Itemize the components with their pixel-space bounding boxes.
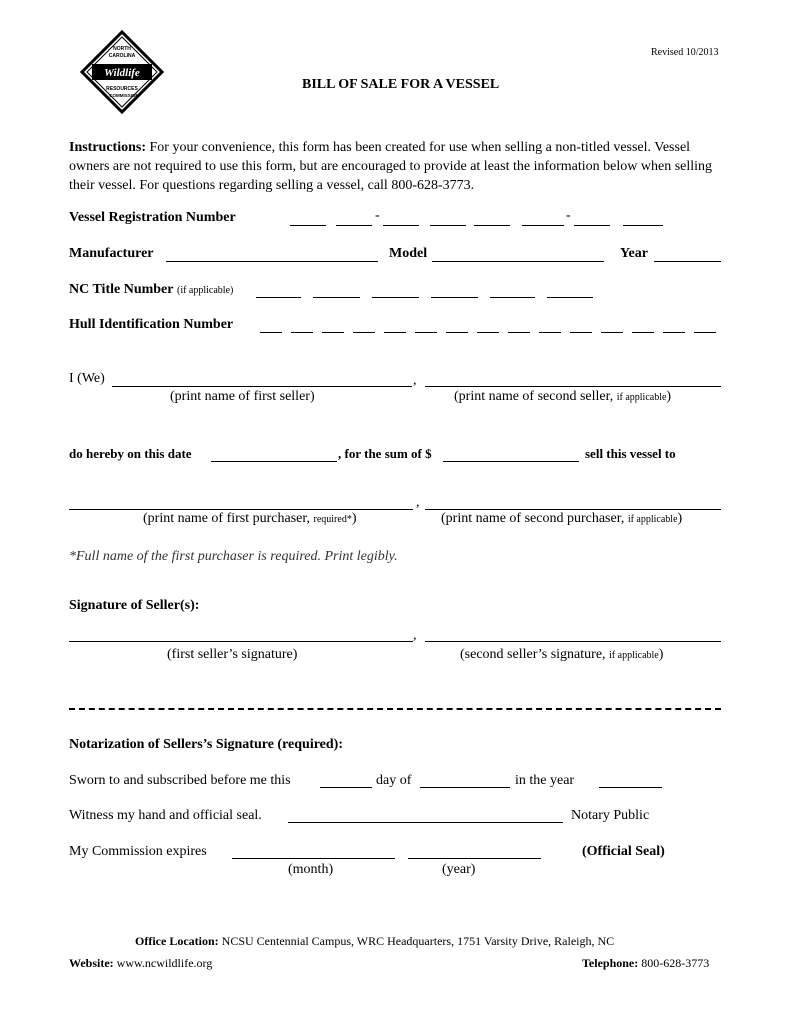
title-number-field-1[interactable] (256, 297, 301, 298)
second-purchaser-close: ) (677, 511, 683, 526)
title-number-note: (if applicable) (176, 285, 234, 296)
second-purchaser-note: if applicable (627, 514, 678, 525)
reg-number-field-2[interactable] (336, 225, 372, 226)
official-seal-label: (Official Seal) (582, 844, 665, 859)
section-divider (69, 708, 721, 710)
title-number-field-2[interactable] (313, 297, 360, 298)
first-purchaser-caption: (print name of first purchaser, (143, 511, 310, 526)
signature-heading: Signature of Seller(s): (69, 598, 200, 613)
commission-label: My Commission expires (69, 844, 207, 859)
reg-number-field-3[interactable] (383, 225, 419, 226)
reg-number-field-7[interactable] (574, 225, 610, 226)
logo-north: NORTH (113, 46, 131, 52)
second-seller-name-field[interactable] (425, 386, 721, 387)
reg-hyphen-1: - (375, 208, 380, 223)
second-purchaser-caption: (print name of second purchaser, (441, 511, 625, 526)
logo-resources: RESOURCES (106, 86, 138, 92)
hull-id-field-12[interactable] (601, 332, 623, 333)
in-year-label: in the year (515, 773, 575, 788)
website-url[interactable]: www.ncwildlife.org (113, 956, 213, 970)
first-seller-signature-field[interactable] (69, 641, 413, 642)
office-address: NCSU Centennial Campus, WRC Headquarters, 1751 Varsity Drive, Raleigh, NC (218, 934, 615, 948)
telephone-number: 800-628-3773 (638, 956, 710, 970)
title-number-field-5[interactable] (490, 297, 535, 298)
second-seller-signature-close: ) (658, 647, 664, 662)
hull-id-field-8[interactable] (477, 332, 499, 333)
notary-heading: Notarization of Sellers’s Signature (required): (69, 737, 344, 752)
year-field[interactable] (654, 261, 721, 262)
month-caption: (month) (288, 862, 334, 877)
commission-year-field[interactable] (408, 858, 541, 859)
wildlife-commission-logo (80, 30, 164, 114)
second-seller-note: if applicable (616, 392, 667, 403)
instructions (69, 138, 729, 195)
reg-number-field-8[interactable] (623, 225, 663, 226)
hull-id-field-4[interactable] (353, 332, 375, 333)
purchaser-footnote: *Full name of the first purchaser is required. Print legibly. (69, 549, 398, 564)
hull-id-field-9[interactable] (508, 332, 530, 333)
second-seller-close: ) (666, 389, 672, 404)
reg-number-field-4[interactable] (430, 225, 466, 226)
hull-id-field-15[interactable] (694, 332, 716, 333)
logo-commission: COMMISSION (109, 93, 139, 98)
title-number-field-3[interactable] (372, 297, 419, 298)
first-purchaser-name-field[interactable] (69, 509, 413, 510)
instructions-label: Instructions: (69, 140, 147, 155)
title-number-label: NC Title Number (69, 282, 174, 297)
reg-number-field-6[interactable] (522, 225, 564, 226)
reg-number-field-5[interactable] (474, 225, 510, 226)
second-seller-signature-field[interactable] (425, 641, 721, 642)
hull-id-field-2[interactable] (291, 332, 313, 333)
seller-comma: , (413, 373, 417, 388)
first-seller-signature-caption: (first seller’s signature) (167, 647, 298, 662)
second-seller-signature-caption: (second seller’s signature, (460, 647, 606, 662)
telephone-label: Telephone: (582, 956, 639, 970)
sworn-year-field[interactable] (599, 787, 662, 788)
sworn-day-field[interactable] (320, 787, 372, 788)
year-label: Year (620, 246, 648, 261)
second-purchaser-name-field[interactable] (425, 509, 721, 510)
hull-id-field-13[interactable] (632, 332, 654, 333)
second-seller-signature-note: if applicable (609, 650, 659, 661)
year-caption: (year) (442, 862, 476, 877)
reg-number-label: Vessel Registration Number (69, 210, 236, 225)
hull-id-field-1[interactable] (260, 332, 282, 333)
hull-id-field-11[interactable] (570, 332, 592, 333)
reg-number-field-1[interactable] (290, 225, 326, 226)
first-purchaser-close: ) (351, 511, 357, 526)
revised-date: Revised 10/2013 (651, 47, 719, 58)
hull-id-field-6[interactable] (415, 332, 437, 333)
sworn-label: Sworn to and subscribed before me this (69, 773, 291, 788)
title-number-field-4[interactable] (431, 297, 478, 298)
model-label: Model (389, 246, 428, 261)
purchaser-comma: , (416, 495, 420, 510)
signature-comma: , (413, 628, 417, 643)
instructions-text: For your convenience, this form has been created for use when selling a non-titled vessel. Vessel owners are not required to use this form, but are encouraged to provide at least the information below when selling their vessel. For questions regarding selling a vessel, call 800-628-3773. (69, 140, 713, 193)
seller-prefix: I (We) (69, 371, 105, 386)
sale-date-field[interactable] (211, 461, 337, 462)
notary-signature-field[interactable] (288, 822, 563, 823)
sale-sum-field[interactable] (443, 461, 579, 462)
website-label: Website: (69, 956, 114, 970)
hull-id-field-3[interactable] (322, 332, 344, 333)
hull-id-field-7[interactable] (446, 332, 468, 333)
logo-script: Wildlife (104, 67, 140, 79)
manufacturer-label: Manufacturer (69, 246, 154, 261)
hull-id-field-10[interactable] (539, 332, 561, 333)
title-number-field-6[interactable] (547, 297, 593, 298)
sale-sum-label: , for the sum of $ (338, 446, 432, 461)
witness-label: Witness my hand and official seal. (69, 808, 262, 823)
day-of-label: day of (376, 773, 412, 788)
notary-public-label: Notary Public (571, 808, 650, 823)
first-seller-name-field[interactable] (112, 386, 412, 387)
hull-id-field-14[interactable] (663, 332, 685, 333)
hull-id-field-5[interactable] (384, 332, 406, 333)
reg-hyphen-2: - (566, 208, 571, 223)
sale-sell-label: sell this vessel to (585, 446, 676, 461)
hull-id-label: Hull Identification Number (69, 317, 234, 332)
second-seller-caption: (print name of second seller, (454, 389, 614, 404)
manufacturer-field[interactable] (166, 261, 378, 262)
sale-date-label: do hereby on this date (69, 446, 192, 461)
first-purchaser-note: required* (313, 514, 352, 525)
commission-month-field[interactable] (232, 858, 395, 859)
first-seller-caption: (print name of first seller) (170, 389, 315, 404)
page-title: BILL OF SALE FOR A VESSEL (302, 77, 500, 92)
office-label: Office Location: (135, 934, 219, 948)
sworn-month-field[interactable] (420, 787, 510, 788)
logo-carolina: CAROLINA (108, 53, 136, 59)
model-field[interactable] (432, 261, 604, 262)
